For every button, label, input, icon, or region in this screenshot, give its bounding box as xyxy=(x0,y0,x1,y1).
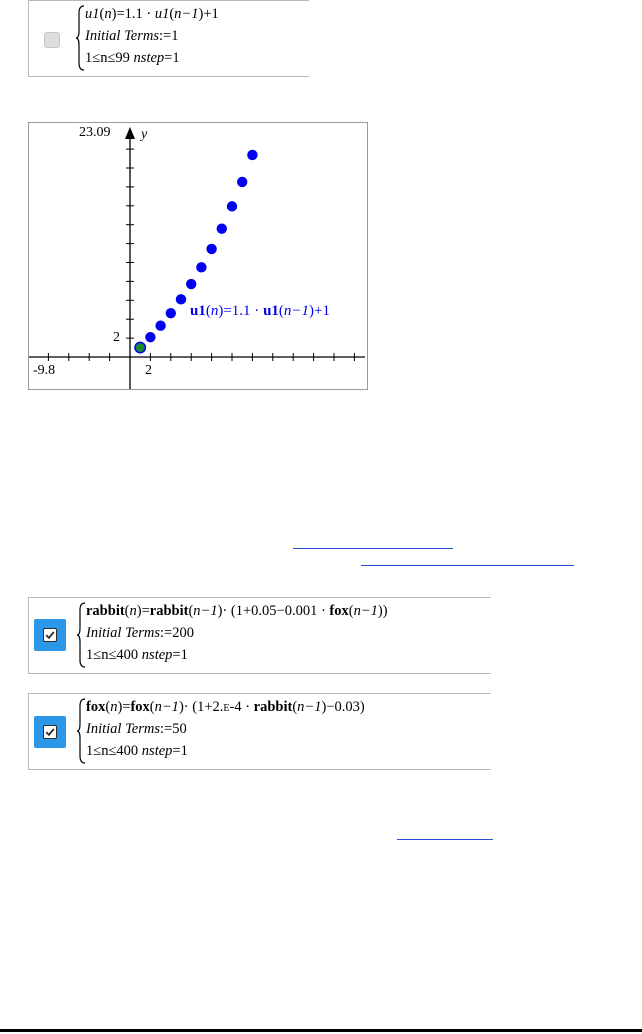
page-bottom-rule xyxy=(0,1029,642,1032)
data-point xyxy=(166,308,176,318)
initial-terms-rabbit: Initial Terms:=200 xyxy=(86,625,194,641)
checkmark-icon xyxy=(44,629,56,641)
data-point xyxy=(206,244,216,254)
plot-area[interactable] xyxy=(29,123,367,389)
initial-terms-u1: Initial Terms:=1 xyxy=(85,28,179,44)
data-point xyxy=(155,321,165,331)
link-underline[interactable] xyxy=(397,839,493,840)
brace-icon xyxy=(75,5,85,71)
sequence-checkbox-fox[interactable] xyxy=(34,716,66,748)
sequence-checkbox-rabbit[interactable] xyxy=(34,619,66,651)
sequence-definition-fox: fox(n)=fox(n−1)· (1+2.E-4 · rabbit(n−1)−0.03) xyxy=(86,699,365,715)
sequence-graph[interactable] xyxy=(28,122,368,390)
data-point xyxy=(145,332,155,342)
checkmark-icon xyxy=(44,726,56,738)
sequence-panel-u1 xyxy=(28,0,309,77)
x-tick-label: 2 xyxy=(145,363,152,378)
data-point xyxy=(176,294,186,304)
data-point xyxy=(186,279,196,289)
axes xyxy=(29,127,365,389)
link-underline[interactable] xyxy=(361,565,574,566)
y-max-label: 23.09 xyxy=(79,125,111,140)
sequence-panel-fox xyxy=(28,693,491,770)
sequence-definition-rabbit: rabbit(n)=rabbit(n−1)· (1+0.05−0.001 · fox(n−1)) xyxy=(86,603,388,619)
brace-icon xyxy=(76,602,86,668)
data-point xyxy=(135,342,145,352)
range-u1: 1≤n≤99 nstep=1 xyxy=(85,50,180,66)
brace-icon xyxy=(76,698,86,764)
data-point xyxy=(196,262,206,272)
y-axis-name: y xyxy=(141,127,148,142)
series-label: u1(n)=1.1 · u1(n−1)+1 xyxy=(190,303,330,319)
data-point xyxy=(227,201,237,211)
data-point xyxy=(247,150,257,160)
sequence-panel-rabbit xyxy=(28,597,491,674)
sequence-checkbox-u1[interactable] xyxy=(44,32,60,48)
x-min-label: -9.8 xyxy=(33,363,56,378)
y-tick-label: 2 xyxy=(113,330,120,345)
range-fox: 1≤n≤400 nstep=1 xyxy=(86,743,188,759)
data-point xyxy=(217,223,227,233)
sequence-definition-u1: u1(n)=1.1 · u1(n−1)+1 xyxy=(85,6,219,22)
link-underline[interactable] xyxy=(293,548,453,549)
data-points xyxy=(135,150,258,353)
range-rabbit: 1≤n≤400 nstep=1 xyxy=(86,647,188,663)
initial-terms-fox: Initial Terms:=50 xyxy=(86,721,187,737)
y-axis-arrow xyxy=(125,127,135,139)
data-point xyxy=(237,177,247,187)
